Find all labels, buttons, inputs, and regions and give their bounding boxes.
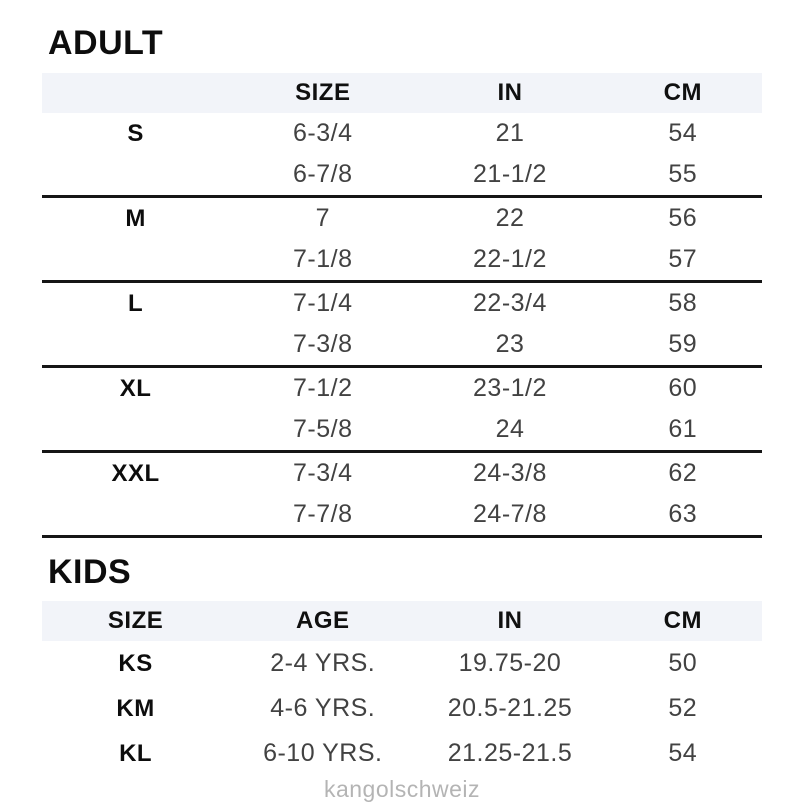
adult-header-size: SIZE — [229, 73, 416, 113]
cm-cell: 58 — [668, 289, 698, 317]
kids-table-header-row — [42, 601, 762, 641]
cm-cell: 57 — [668, 245, 698, 273]
adult-section-title: ADULT — [48, 24, 164, 62]
hat-size-cell: 7-3/4 — [293, 459, 353, 487]
cm-cell: 62 — [668, 459, 698, 487]
size-label-cell: L — [128, 289, 144, 317]
inches-cell: 23 — [495, 330, 525, 358]
kids-header-size: SIZE — [42, 601, 229, 641]
inches-cell: 22 — [495, 204, 525, 232]
size-label-cell — [42, 239, 229, 282]
inches-cell: 21 — [495, 119, 525, 147]
inches-cell: 21.25-21.5 — [447, 739, 573, 767]
inches-cell: 22-3/4 — [473, 289, 547, 317]
hat-size-cell: 7 — [315, 204, 330, 232]
cm-cell: 63 — [668, 500, 698, 528]
hat-size-cell: 6-7/8 — [293, 160, 353, 188]
age-cell: 2-4 YRS. — [270, 649, 376, 677]
size-label-cell — [42, 154, 229, 197]
cm-cell: 54 — [668, 119, 698, 147]
size-label-cell: KL — [119, 739, 153, 767]
hat-size-cell: 6-3/4 — [293, 119, 353, 147]
adult-size-group-l — [42, 282, 762, 367]
inches-cell: 20.5-21.25 — [447, 694, 573, 722]
size-label-cell — [42, 409, 229, 452]
cm-cell: 60 — [668, 374, 698, 402]
adult-size-group-m — [42, 197, 762, 282]
kids-section-title: KIDS — [48, 553, 132, 591]
kids-header-cm: CM — [604, 601, 762, 641]
cm-cell: 56 — [668, 204, 698, 232]
age-cell: 6-10 YRS. — [263, 739, 383, 767]
inches-cell: 24-3/8 — [473, 459, 547, 487]
table-row — [42, 641, 762, 686]
hat-size-cell: 7-7/8 — [293, 500, 353, 528]
table-row — [42, 113, 762, 154]
table-row — [42, 494, 762, 537]
age-cell: 4-6 YRS. — [270, 694, 376, 722]
cm-cell: 52 — [668, 694, 698, 722]
hat-size-cell: 7-1/2 — [293, 374, 353, 402]
table-row — [42, 239, 762, 282]
size-label-cell: KM — [116, 694, 155, 722]
kids-header-in: IN — [416, 601, 603, 641]
table-row — [42, 409, 762, 452]
cm-cell: 50 — [668, 649, 698, 677]
adult-header-cm: CM — [604, 73, 762, 113]
cm-cell: 61 — [668, 415, 698, 443]
size-label-cell: KS — [118, 649, 153, 677]
inches-cell: 19.75-20 — [458, 649, 562, 677]
table-row — [42, 367, 762, 410]
kids-header-age: AGE — [229, 601, 416, 641]
adult-size-group-xxl — [42, 452, 762, 537]
size-label-cell: M — [125, 204, 146, 232]
inches-cell: 23-1/2 — [473, 374, 547, 402]
hat-size-cell: 7-1/4 — [293, 289, 353, 317]
inches-cell: 21-1/2 — [473, 160, 547, 188]
cm-cell: 55 — [668, 160, 698, 188]
cm-cell: 59 — [668, 330, 698, 358]
watermark: kangolschweiz — [323, 776, 481, 802]
adult-size-table — [42, 73, 762, 538]
adult-header-in: IN — [416, 73, 603, 113]
adult-size-group-xl — [42, 367, 762, 452]
inches-cell: 24-7/8 — [473, 500, 547, 528]
size-label-cell: XXL — [111, 459, 160, 487]
table-row — [42, 452, 762, 495]
size-label-cell — [42, 494, 229, 537]
kids-size-table — [42, 601, 762, 776]
size-label-cell: S — [127, 119, 144, 147]
inches-cell: 24 — [495, 415, 525, 443]
table-row — [42, 154, 762, 197]
hat-size-cell: 7-3/8 — [293, 330, 353, 358]
table-row — [42, 686, 762, 731]
size-label-cell: XL — [119, 374, 152, 402]
cm-cell: 54 — [668, 739, 698, 767]
inches-cell: 22-1/2 — [473, 245, 547, 273]
adult-header-empty-cell — [42, 73, 229, 113]
hat-size-cell: 7-1/8 — [293, 245, 353, 273]
adult-table-header-row — [42, 73, 762, 113]
table-row — [42, 324, 762, 367]
table-row — [42, 282, 762, 325]
table-row — [42, 197, 762, 240]
adult-size-group-s — [42, 113, 762, 197]
size-label-cell — [42, 324, 229, 367]
hat-size-cell: 7-5/8 — [293, 415, 353, 443]
table-row — [42, 731, 762, 776]
